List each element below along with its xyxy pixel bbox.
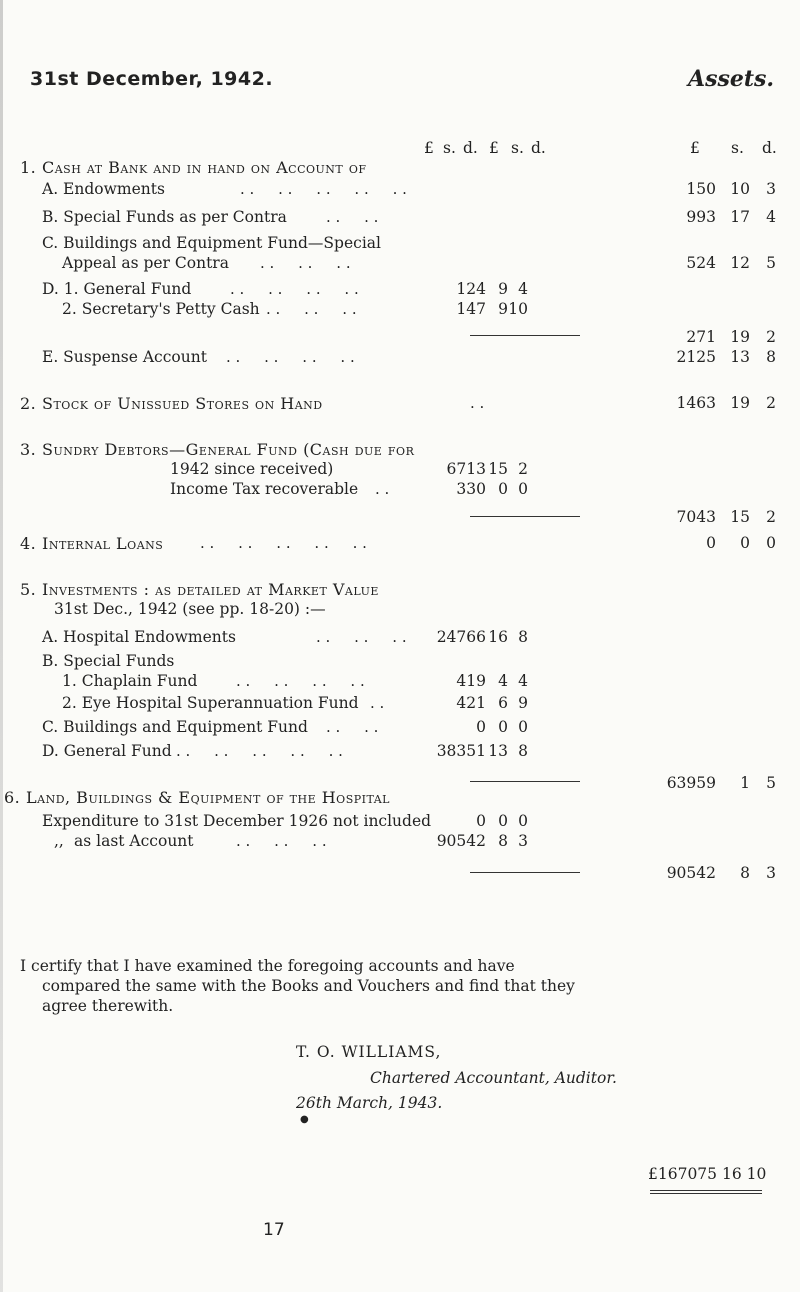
amount-shillings: 15 xyxy=(488,460,508,478)
amount-pounds: 0 xyxy=(706,534,716,552)
amount-pounds: 0 xyxy=(476,718,486,736)
section-6-line-3: as last Account xyxy=(74,832,194,850)
section-6-number: 6. xyxy=(4,788,21,807)
col-a-pence: d. xyxy=(463,139,478,157)
amount-shillings: 16 xyxy=(488,628,508,646)
section-6-title: Land, Buildings & Equipment of the Hospital xyxy=(26,788,390,807)
section-5-line-2: 31st Dec., 1942 (see pp. 18-20) :— xyxy=(54,600,326,618)
subtotal-rule xyxy=(470,872,580,873)
amount-pounds: 150 xyxy=(686,180,716,198)
s5-b1-label: 1. Chaplain Fund xyxy=(62,672,198,690)
amount-pounds: 6713 xyxy=(446,460,486,478)
amount-pounds: 1463 xyxy=(676,394,716,412)
section-5-line-1: Investments : as detailed at Market Value xyxy=(42,580,379,599)
subtotal-rule xyxy=(470,335,580,336)
s1-d1-label: D. 1. General Fund xyxy=(42,280,192,298)
amount-shillings: 0 xyxy=(740,534,750,552)
amount-shillings: 19 xyxy=(730,394,750,412)
amount-pounds: 419 xyxy=(456,672,486,690)
amount-pounds: 421 xyxy=(456,694,486,712)
amount-pounds: 147 xyxy=(456,300,486,318)
amount-shillings: 9 xyxy=(498,280,508,298)
col-a-shillings: s. xyxy=(443,139,456,157)
s5-d-label: D. General Fund xyxy=(42,742,172,760)
header-title: Assets. xyxy=(688,66,775,92)
amount-pence: 9 xyxy=(518,694,528,712)
amount-pence: 2 xyxy=(766,394,776,412)
section-2-number: 2. xyxy=(20,394,37,413)
section-3-line-1: Sundry Debtors—General Fund (Cash due for xyxy=(42,440,415,459)
amount-pounds: 90542 xyxy=(436,832,486,850)
col-c-pounds: £ xyxy=(690,139,700,157)
amount-pounds: 330 xyxy=(456,480,486,498)
ink-mark-icon: ● xyxy=(300,1114,309,1125)
col-b-shillings: s. xyxy=(511,139,524,157)
amount-shillings: 19 xyxy=(730,328,750,346)
section-1-title: Cash at Bank and in hand on Account of xyxy=(42,158,367,177)
page-edge-shadow xyxy=(0,0,3,1292)
amount-pounds: 524 xyxy=(686,254,716,272)
grand-total: £167075 16 10 xyxy=(648,1165,767,1183)
s1-d2-label: 2. Secretary's Petty Cash xyxy=(62,300,260,318)
grand-total-rule xyxy=(650,1193,762,1194)
amount-shillings: 17 xyxy=(730,208,750,226)
section-3-line-2: 1942 since received) xyxy=(170,460,334,478)
col-a-pounds: £ xyxy=(424,139,434,157)
amount-shillings: 10 xyxy=(730,180,750,198)
certificate-date: 26th March, 1943. xyxy=(296,1094,443,1112)
section-3-line-3: Income Tax recoverable xyxy=(170,480,359,498)
s1-a-label: A. Endowments xyxy=(42,180,165,198)
subtotal-rule xyxy=(470,781,580,782)
amount-pence: 8 xyxy=(518,742,528,760)
amount-pounds: 271 xyxy=(686,328,716,346)
amount-shillings: 8 xyxy=(498,832,508,850)
amount-shillings: 0 xyxy=(498,812,508,830)
amount-pounds: 2125 xyxy=(676,348,716,366)
amount-shillings: 0 xyxy=(498,480,508,498)
amount-shillings: 12 xyxy=(730,254,750,272)
amount-pence: 0 xyxy=(518,812,528,830)
header-date: 31st December, 1942. xyxy=(30,68,274,90)
amount-pence: 8 xyxy=(518,628,528,646)
amount-shillings: 6 xyxy=(498,694,508,712)
section-3-number: 3. xyxy=(20,440,37,459)
s1-c-label-2: Appeal as per Contra xyxy=(62,254,229,272)
amount-shillings: 4 xyxy=(498,672,508,690)
amount-pence: 2 xyxy=(766,328,776,346)
s5-c-label: C. Buildings and Equipment Fund xyxy=(42,718,308,736)
auditor-name: T. O. WILLIAMS, xyxy=(296,1043,442,1061)
certificate-line-2: compared the same with the Books and Vouchers and find that they xyxy=(42,977,575,995)
amount-shillings: 0 xyxy=(498,718,508,736)
section-1-number: 1. xyxy=(20,158,37,177)
amount-pounds: 0 xyxy=(476,812,486,830)
section-2-title: Stock of Unissued Stores on Hand xyxy=(42,394,323,413)
s1-c-label-1: C. Buildings and Equipment Fund—Special xyxy=(42,234,381,252)
amount-shillings: 9 xyxy=(498,300,508,318)
s1-b-label: B. Special Funds as per Contra xyxy=(42,208,287,226)
col-c-pence: d. xyxy=(762,139,777,157)
amount-pounds: 24766 xyxy=(436,628,486,646)
amount-pence: 5 xyxy=(766,774,776,792)
section-6-ditto-mark: ,, xyxy=(54,832,64,850)
s5-a-label: A. Hospital Endowments xyxy=(42,628,236,646)
col-b-pounds: £ xyxy=(489,139,499,157)
certificate-line-3: agree therewith. xyxy=(42,997,174,1015)
amount-shillings: 1 xyxy=(740,774,750,792)
amount-pence: 2 xyxy=(766,508,776,526)
amount-pence: 3 xyxy=(518,832,528,850)
amount-pounds: 63959 xyxy=(666,774,716,792)
amount-shillings: 13 xyxy=(488,742,508,760)
amount-pounds: 38351 xyxy=(436,742,486,760)
amount-pounds: 124 xyxy=(456,280,486,298)
amount-pence: 3 xyxy=(766,864,776,882)
auditor-role: Chartered Accountant, Auditor. xyxy=(370,1069,617,1087)
amount-pence: 3 xyxy=(766,180,776,198)
amount-shillings: 8 xyxy=(740,864,750,882)
s1-e-label: E. Suspense Account xyxy=(42,348,207,366)
grand-total-rule xyxy=(650,1190,762,1191)
amount-pence: 5 xyxy=(766,254,776,272)
col-b-pence: d. xyxy=(531,139,546,157)
amount-pence: 0 xyxy=(518,480,528,498)
s5-b-label: B. Special Funds xyxy=(42,652,175,670)
amount-shillings: 13 xyxy=(730,348,750,366)
amount-pence: 4 xyxy=(766,208,776,226)
section-6-line-2: Expenditure to 31st December 1926 not included xyxy=(42,812,432,830)
amount-pence: 4 xyxy=(518,672,528,690)
section-5-number: 5. xyxy=(20,580,37,599)
page-number: 17 xyxy=(263,1220,285,1240)
certificate-line-1: I certify that I have examined the foregoing accounts and have xyxy=(20,957,515,975)
amount-pounds: 993 xyxy=(686,208,716,226)
col-c-shillings: s. xyxy=(731,139,744,157)
section-4-title: Internal Loans xyxy=(42,534,164,553)
amount-pence: 4 xyxy=(518,280,528,298)
amount-pence: 0 xyxy=(766,534,776,552)
amount-pence: 8 xyxy=(766,348,776,366)
amount-shillings: 15 xyxy=(730,508,750,526)
s5-b2-label: 2. Eye Hospital Superannuation Fund xyxy=(62,694,359,712)
amount-pence: 2 xyxy=(518,460,528,478)
amount-pounds: 7043 xyxy=(676,508,716,526)
amount-pence: 10 xyxy=(508,300,528,318)
amount-pounds: 90542 xyxy=(666,864,716,882)
subtotal-rule xyxy=(470,516,580,517)
amount-pence: 0 xyxy=(518,718,528,736)
section-4-number: 4. xyxy=(20,534,37,553)
